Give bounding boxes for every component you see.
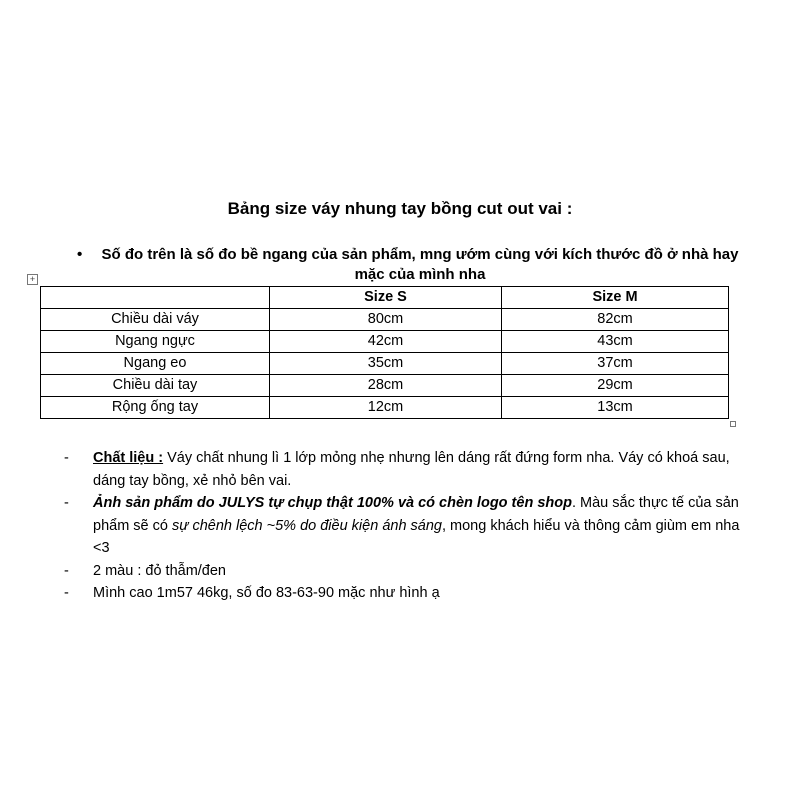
table-cell: 35cm [270,353,502,375]
dash-marker: - [64,450,69,466]
photo-note-italic: sự chênh lệch ~5% do điều kiện ánh sáng [172,517,442,534]
material-item [64,447,744,492]
table-cell: Ngang eo [41,353,270,375]
colors-text: 2 màu : đỏ thẫm/đen [93,562,226,579]
photo-note-bold: Ảnh sản phẩm do JULYS tự chụp thật 100% và có chèn logo tên shop [93,495,572,511]
photo-note-item [64,492,744,560]
table-row [41,397,729,419]
table-cell: 80cm [270,309,502,331]
model-text: Mình cao 1m57 46kg, số đo 83-63-90 mặc như hình ạ [93,585,440,601]
table-cell: 43cm [502,331,729,353]
table-cell: Chiều dài váy [41,309,270,331]
material-text: Váy chất nhung lì 1 lớp mỏng nhẹ nhưng lên dáng rất đứng form nha. Váy có khoá sau, dáng tay bồng, xẻ nhỏ bên vai. [93,450,730,489]
table-cell: 82cm [502,309,729,331]
table-cell: Chiều dài tay [41,375,270,397]
table-row [41,353,729,375]
dash-marker: - [64,562,69,579]
table-move-handle-icon[interactable]: + [27,274,38,285]
material-label: Chất liệu : [93,450,164,466]
table-cell: 42cm [270,331,502,353]
details-list [64,447,744,605]
header-cell: Size M [502,287,729,309]
dash-marker: - [64,585,69,601]
table-cell: 37cm [502,353,729,375]
photo-note-text: . Màu sắc thực tế của sản phẩm sẽ có [93,495,739,534]
table-row [41,331,729,353]
header-cell: Size S [270,287,502,309]
bullet-marker: • [77,246,83,263]
table-row [41,309,729,331]
table-cell: Rộng ống tay [41,397,270,419]
table-row [41,375,729,397]
document-title: Bảng size váy nhung tay bồng cut out vai : [227,199,573,218]
header-cell [41,287,270,309]
photo-note-text-end: , mong khách hiểu và thông cảm giùm em nha <3 [93,517,740,556]
dash-marker: - [64,495,69,511]
model-item [64,582,744,605]
size-table [40,286,729,419]
table-cell: 28cm [270,375,502,397]
table-cell: 12cm [270,397,502,419]
table-resize-handle[interactable] [730,421,736,427]
size-note [77,245,740,285]
table-header-row [41,287,729,309]
table-cell: 29cm [502,375,729,397]
colors-item [64,560,744,583]
table-cell: 13cm [502,397,729,419]
table-cell: Ngang ngực [41,331,270,353]
note-text: Số đo trên là số đo bề ngang của sản phẩm, mng ướm cùng với kích thước đồ ở nhà hay mặc của mình nha [101,246,739,283]
